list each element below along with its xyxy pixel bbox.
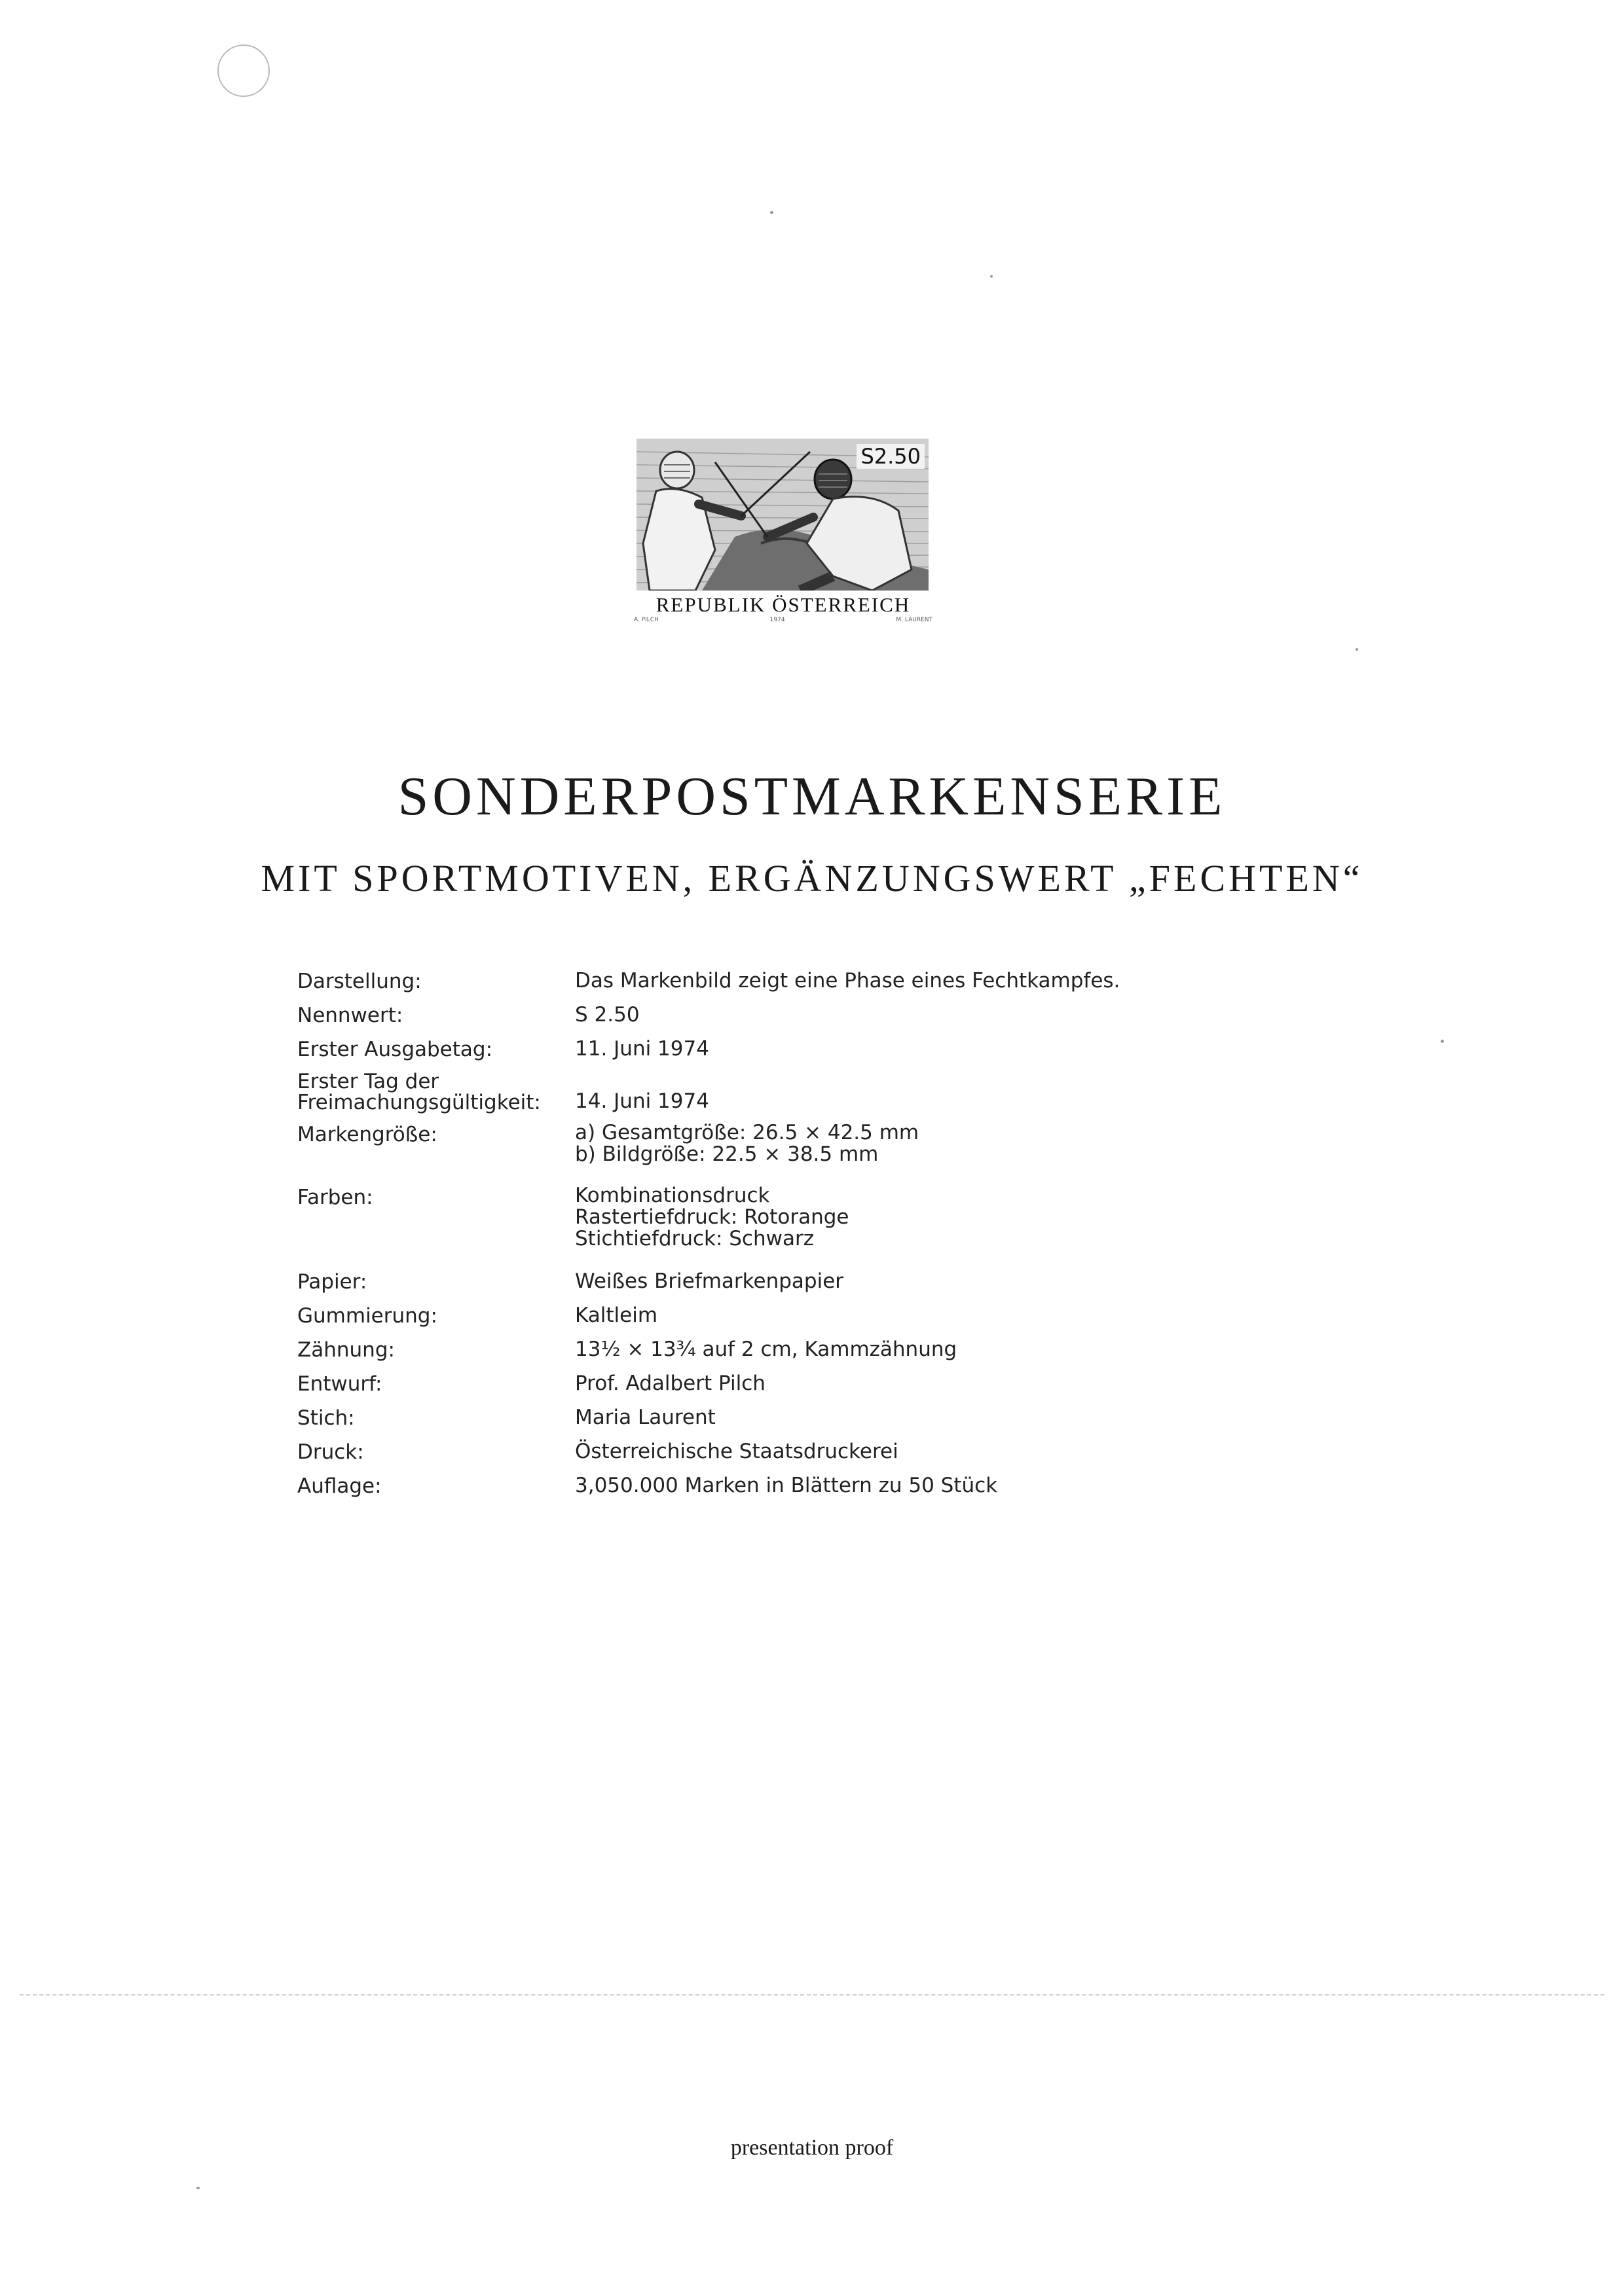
spec-value: Maria Laurent [575, 1406, 716, 1429]
document-subtitle: MIT SPORTMOTIVEN, ERGÄNZUNGSWERT „FECHTEN“ [261, 857, 1363, 900]
spec-label: Markengröße: [297, 1123, 437, 1146]
spec-label: Stich: [297, 1406, 355, 1430]
spec-row-entwurf [297, 1372, 1214, 1396]
spec-value: a) Gesamtgröße: 26.5 × 42.5 mm b) Bildgröße: 22.5 × 38.5 mm [575, 1121, 919, 1166]
spec-value: Prof. Adalbert Pilch [575, 1372, 766, 1395]
stamp-designer-credit: A. PILCH [634, 617, 659, 623]
spec-value: Kombinationsdruck Rastertiefdruck: Rotorange Stichtiefdruck: Schwarz [575, 1184, 849, 1250]
spec-value: 14. Juni 1974 [575, 1089, 709, 1113]
spec-row-freimachung [297, 1071, 1214, 1113]
stamp-value: S2.50 [857, 444, 925, 469]
spec-value: Kaltleim [575, 1303, 658, 1327]
stamp-year: 1974 [769, 617, 785, 623]
spec-row-zaehnung [297, 1338, 1214, 1362]
spec-label: Zähnung: [297, 1338, 395, 1362]
spec-label: Entwurf: [297, 1372, 382, 1396]
punch-hole [217, 45, 270, 97]
spec-label: Papier: [297, 1270, 367, 1294]
scan-speck [196, 2187, 200, 2189]
spec-row-ausgabetag [297, 1037, 1214, 1062]
spec-value: Weißes Briefmarkenpapier [575, 1269, 844, 1293]
spec-row-darstellung [297, 969, 1214, 994]
spec-label: Erster Ausgabetag: [297, 1038, 493, 1061]
spec-label: Erster Tag der Freimachungsgültigkeit: [297, 1070, 541, 1114]
spec-label: Darstellung: [297, 970, 422, 993]
spec-value: 11. Juni 1974 [575, 1037, 709, 1061]
spec-row-nennwert [297, 1003, 1214, 1028]
spec-label: Druck: [297, 1440, 364, 1464]
spec-value: S 2.50 [575, 1003, 640, 1027]
spec-value: Österreichische Staatsdruckerei [575, 1440, 898, 1463]
spec-label: Nennwert: [297, 1004, 403, 1027]
spec-value: 13½ × 13¾ auf 2 cm, Kammzähnung [575, 1338, 957, 1361]
spec-label: Auflage: [297, 1474, 382, 1498]
scan-speck [990, 275, 993, 278]
spec-row-gummierung [297, 1303, 1214, 1328]
spec-row-druck [297, 1440, 1214, 1465]
specification-table [297, 969, 1214, 1508]
stamp [629, 432, 936, 626]
document-title: SONDERPOSTMARKENSERIE [397, 766, 1227, 827]
spec-value: Das Markenbild zeigt eine Phase eines Fechtkampfes. [575, 969, 1120, 993]
spec-row-auflage [297, 1474, 1214, 1499]
scan-speck [770, 211, 773, 214]
stamp-credits [634, 617, 932, 623]
scan-speck [1356, 648, 1358, 651]
footer-note: presentation proof [730, 2136, 894, 2160]
spec-value: 3,050.000 Marken in Blättern zu 50 Stück [575, 1474, 998, 1497]
spec-row-markengroesse [297, 1122, 1214, 1165]
stamp-engraver-credit: M. LAURENT [896, 617, 932, 623]
spec-label: Farben: [297, 1186, 373, 1209]
spec-row-farben [297, 1185, 1214, 1250]
spec-row-papier [297, 1269, 1214, 1294]
stamp-country: REPUBLIK ÖSTERREICH [655, 593, 911, 616]
scan-divider-line [20, 1994, 1604, 1995]
spec-row-stich [297, 1406, 1214, 1430]
spec-label: Gummierung: [297, 1304, 437, 1328]
scan-speck [1441, 1040, 1444, 1043]
